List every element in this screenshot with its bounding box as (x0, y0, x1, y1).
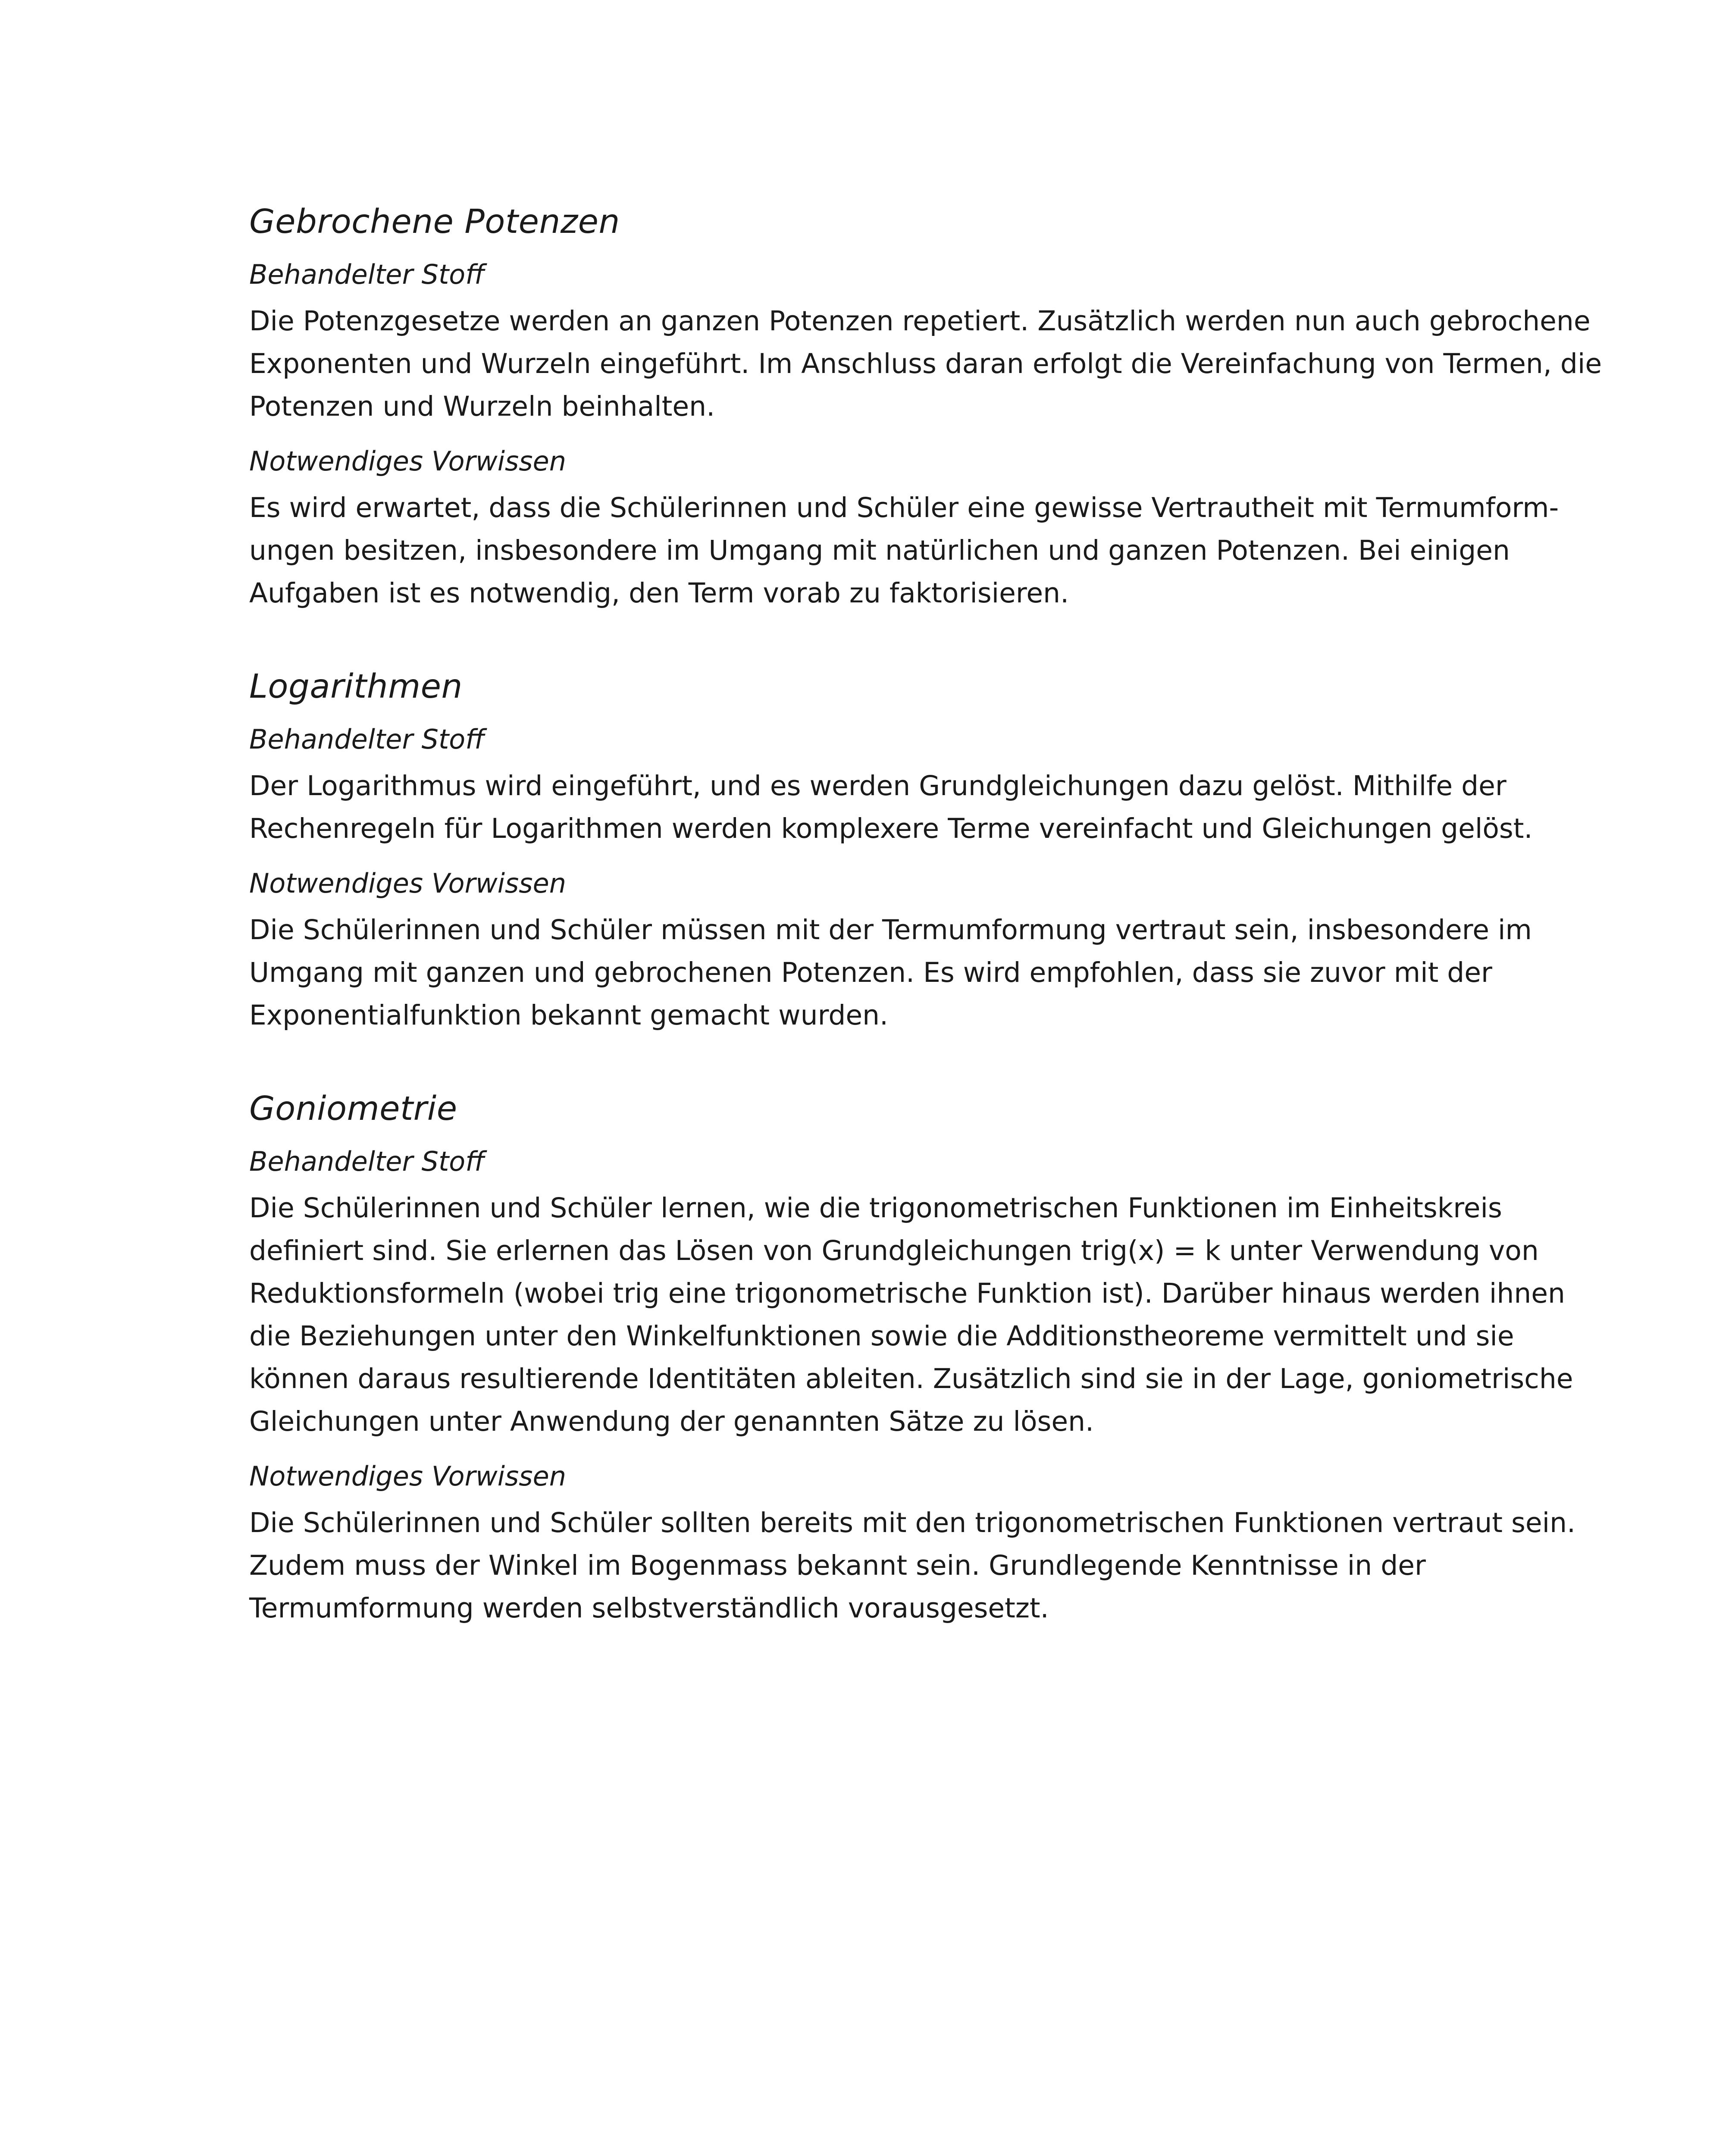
text-line: Exponenten und Wurzeln eingeführt. Im Anschluss daran erfolgt die Vereinfachung von Termen, die (249, 348, 1602, 379)
text-line: Aufgaben ist es notwendig, den Term vorab zu faktorisieren. (249, 577, 1069, 609)
sub-heading-behandelter-stoff: Behandelter Stoff (249, 259, 485, 290)
section-goniometrie (249, 1087, 1582, 1630)
paragraph (249, 1187, 1582, 1443)
text-line: Die Schülerinnen und Schüler lernen, wie die trigonometrischen Funktionen im Einheitskreis (249, 1192, 1502, 1224)
text-line: Der Logarithmus wird eingeführt, und es werden Grundgleichungen dazu gelöst. Mithilfe der (249, 770, 1506, 802)
paragraph (249, 300, 1602, 428)
sub-heading-behandelter-stoff: Behandelter Stoff (249, 1146, 485, 1177)
text-line: Umgang mit ganzen und gebrochenen Potenzen. Es wird empfohlen, dass sie zuvor mit der (249, 957, 1492, 988)
sub-heading-behandelter-stoff: Behandelter Stoff (249, 724, 485, 755)
text-line: Potenzen und Wurzeln beinhalten. (249, 391, 715, 422)
paragraph (249, 486, 1582, 614)
page-content (249, 201, 1602, 1645)
text-line: definiert sind. Sie erlernen das Lösen von Grundgleichungen trig(x) = k unter Verwendung von (249, 1235, 1539, 1266)
text-line: Zudem muss der Winkel im Bogenmass bekannt sein. Grundlegende Kenntnisse in der (249, 1550, 1426, 1581)
text-line: Gleichungen unter Anwendung der genannten Sätze zu lösen. (249, 1406, 1094, 1437)
text-line: Es wird erwartet, dass die Schülerinnen und Schüler eine gewisse Vertrautheit mit Termumform- (249, 492, 1559, 523)
text-line: ungen besitzen, insbesondere im Umgang mit natürlichen und ganzen Potenzen. Bei einigen (249, 535, 1510, 566)
text-line: Die Schülerinnen und Schüler müssen mit der Termumformung vertraut sein, insbesondere im (249, 914, 1532, 946)
text-line: können daraus resultierende Identitäten ableiten. Zusätzlich sind sie in der Lage, goniometrische (249, 1363, 1573, 1395)
text-line: Reduktionsformeln (wobei trig eine trigonometrische Funktion ist). Darüber hinaus werden ihnen (249, 1278, 1565, 1309)
text-line: Die Potenzgesetze werden an ganzen Potenzen repetiert. Zusätzlich werden nun auch gebrochene (249, 305, 1591, 337)
paragraph (249, 909, 1582, 1037)
paragraph (249, 1501, 1582, 1630)
section-title: Logarithmen (249, 667, 463, 706)
text-line: Die Schülerinnen und Schüler sollten bereits mit den trigonometrischen Funktionen vertraut sein. (249, 1507, 1576, 1539)
section-logarithmen (249, 665, 1582, 1037)
text-line: Rechenregeln für Logarithmen werden komplexere Terme vereinfacht und Gleichungen gelöst. (249, 813, 1533, 844)
text-line: Termumformung werden selbstverständlich vorausgesetzt. (249, 1592, 1049, 1624)
text-line: Exponentialfunktion bekannt gemacht wurden. (249, 1000, 889, 1031)
sub-heading-notwendiges-vorwissen: Notwendiges Vorwissen (249, 868, 567, 899)
paragraph (249, 765, 1582, 850)
sub-heading-notwendiges-vorwissen: Notwendiges Vorwissen (249, 445, 567, 477)
section-gebrochene-potenzen (249, 201, 1602, 614)
section-title: Gebrochene Potenzen (249, 203, 620, 241)
section-title: Goniometrie (249, 1090, 457, 1128)
text-line: die Beziehungen unter den Winkelfunktionen sowie die Additionstheoreme vermittelt und sie (249, 1320, 1514, 1352)
sub-heading-notwendiges-vorwissen: Notwendiges Vorwissen (249, 1460, 567, 1492)
